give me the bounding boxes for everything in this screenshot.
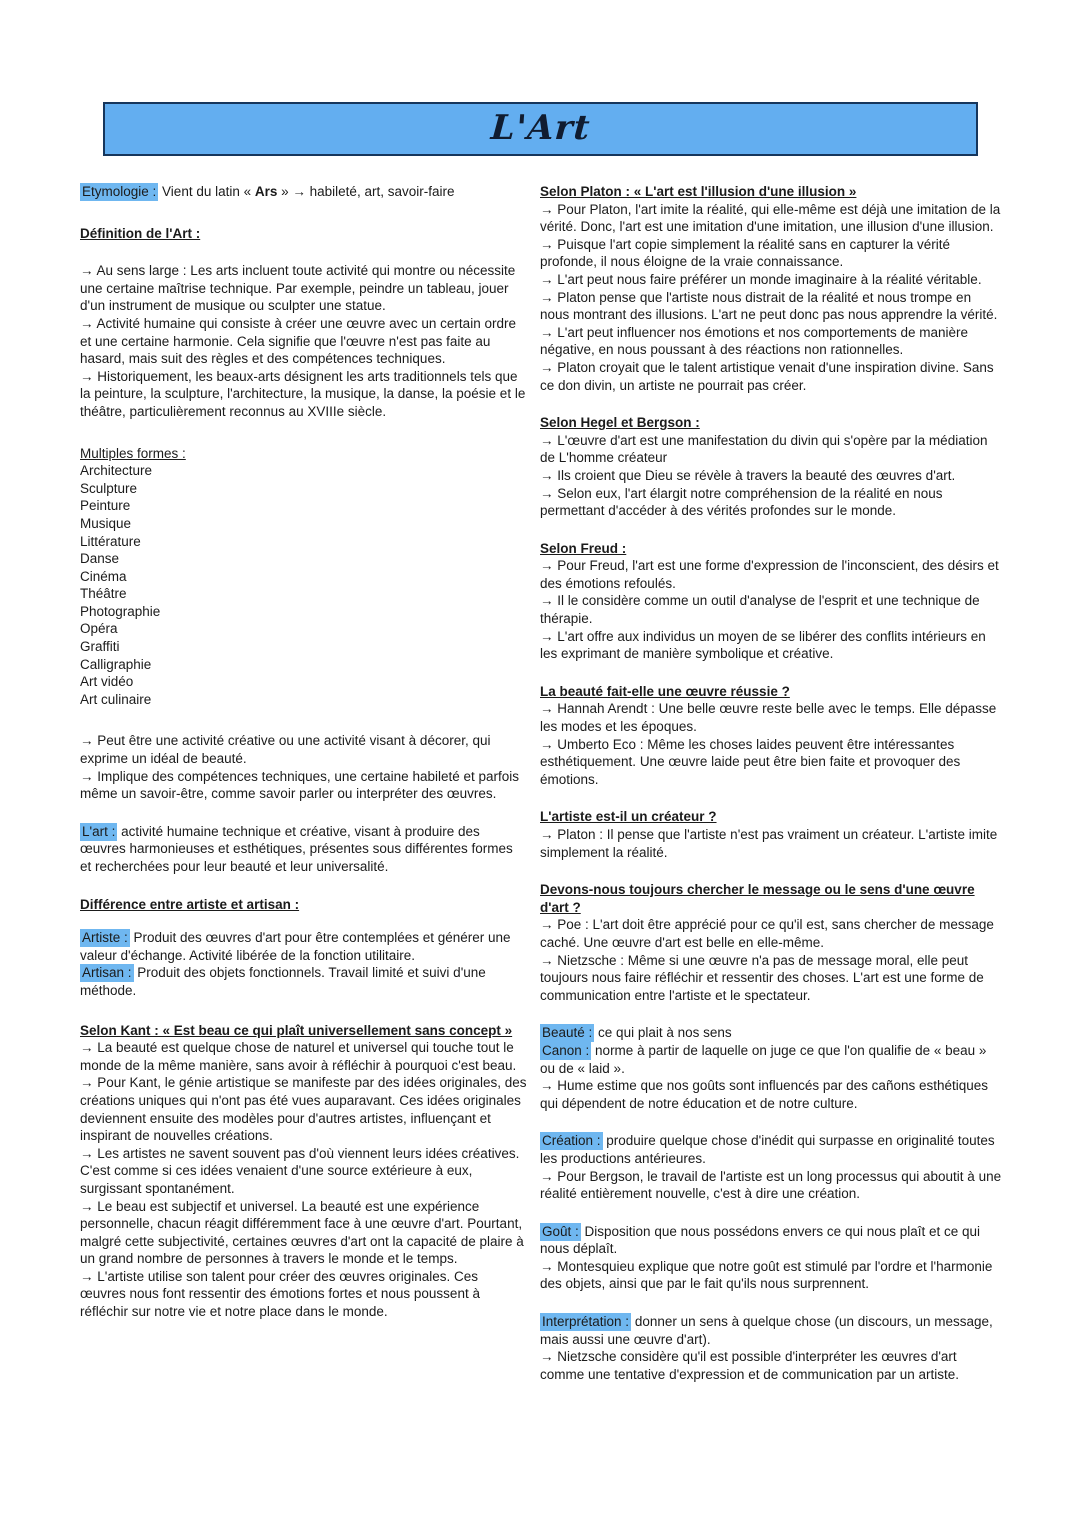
arrow-paragraph: → Pour Platon, l'art imite la réalité, qui elle-même est déjà une imitation de la vérité. Donc, l'art est une imitation d'une imitation, une illusion d'une illusion. [540, 201, 1001, 235]
definition-paragraph [540, 1132, 1002, 1167]
text-run: donner un sens à quelque chose (un discours, un message, mais aussi une œuvre d'art). [540, 1314, 993, 1347]
spacer [80, 242, 527, 262]
definition-paragraph [540, 1024, 1002, 1042]
plain-list [80, 462, 527, 708]
arrow-paragraph: → Puisque l'art copie simplement la réalité sans en capturer la vérité profonde, il nous éloigne de la vraie connaissance. [540, 236, 951, 270]
text-run: Vient du latin « [158, 184, 255, 199]
section-heading: Selon Kant : « Est beau ce qui plaît universellement sans concept » [80, 1022, 513, 1038]
arrow-paragraph: → Pour Bergson, le travail de l'artiste est un long processus qui aboutit à une réalité entièrement nouvelle, c'est à dire une création. [540, 1168, 1002, 1202]
arrow-paragraph: → Les artistes ne savent souvent pas d'où viennent leurs idées créatives. C'est comme si ces idées venaient d'une source extérieure à eux, surgissant spontanément. [80, 1145, 520, 1196]
list-item: Opéra [80, 621, 118, 637]
arrow-paragraph: → Le beau est subjectif et universel. La beauté est une expérience personnelle, chacun réagit différemment face à une œuvre d'art. Pourtant, malgré cette subjectivité, certaines œuvres d'art ont la capacité de plaire à un grand nombre de personnes à travers le monde et le temps. [80, 1198, 524, 1267]
arrow-paragraph: → Pour Kant, le génie artistique se manifeste par des idées originales, des créations uniques qui n'ont pas été vues auparavant. Ces idées originales deviennent ensuite des modèles pour d'autres artistes, influençant et inspirant de nouvelles créations. [80, 1075, 527, 1144]
text-run: Produit des œuvres d'art pour être contemplées et générer une valeur d'échange. Activité libérée de la fonction utilitaire. [80, 930, 511, 963]
spacer [540, 788, 1002, 808]
section-heading: L'artiste est-il un créateur ? [540, 809, 717, 825]
section-heading: Définition de l'Art : [80, 225, 201, 241]
list-heading: Multiples formes : [80, 445, 186, 461]
arrow-paragraph: → Montesquieu explique que notre goût est stimulé par l'ordre et l'harmonie des objets, ainsi que par le fait qu'ils nous surprennent. [540, 1258, 993, 1292]
section-heading: Selon Freud : [540, 540, 627, 556]
section-heading: Devons-nous toujours chercher le message ou le sens d'une œuvre d'art ? [540, 882, 975, 915]
arrow-paragraph: → Historiquement, les beaux-arts désignent les arts traditionnels tels que la peinture, la sculpture, l'architecture, la musique, la danse, la poésie et le théâtre, particulièrement reconnus au XVIIIe siècle. [80, 368, 526, 419]
list-item: Graffiti [80, 639, 120, 655]
text-run: activité humaine technique et créative, visant à produire des œuvres harmonieuses et esthétiques, présentes sous différentes formes et recherchées pour leur beauté et leur universalité. [80, 823, 513, 874]
highlighted-term: Canon : [542, 1042, 590, 1058]
arrow-paragraph: → Hume estime que nos goûts sont influencés par des cañons esthétiques qui dépendent de notre éducation et de notre culture. [540, 1078, 989, 1111]
left-column [80, 183, 527, 1321]
spacer [80, 201, 527, 225]
highlighted-term: Etymologie : [82, 184, 157, 199]
definition-paragraph [540, 1223, 1002, 1258]
arrow-paragraph: → Platon croyait que le talent artistique venait d'une inspiration divine. Sans ce don divin, un artiste ne pourrait pas créer. [540, 359, 994, 393]
arrow-paragraph: → Peut être une activité créative ou une activité visant à décorer, qui exprime un idéal de beauté. [80, 733, 491, 767]
spacer [540, 1004, 1002, 1024]
arrow-paragraph: → Platon : Il pense que l'artiste n'est pas vraiment un créateur. L'artiste imite simplement la réalité. [540, 827, 998, 860]
list-item: Sculpture [80, 480, 138, 496]
arrow-paragraph: → Au sens large : Les arts incluent toute activité qui montre ou nécessite une certaine maîtrise technique. Par exemple, peindre un tableau, jouer d'un instrument de musique ou sculpter une statue. [80, 263, 516, 314]
spacer [80, 876, 527, 896]
spacer [540, 394, 1002, 414]
list-item: Littérature [80, 533, 141, 549]
highlighted-term: Interprétation : [542, 1314, 630, 1330]
title-banner [103, 102, 978, 156]
text-run: ce qui plait à nos sens [594, 1025, 732, 1041]
section-heading: Selon Hegel et Bergson : [540, 415, 700, 431]
arrow-paragraph: → Umberto Eco : Même les choses laides peuvent être intéressantes esthétiquement. Une œuvre laide peut être bien faite et provoquer des émotions. [540, 736, 961, 787]
list-item: Architecture [80, 463, 153, 479]
highlighted-term: Artiste : [82, 930, 128, 946]
spacer [80, 1000, 527, 1022]
arrow-paragraph: → Hannah Arendt : Une belle œuvre reste belle avec le temps. Elle dépasse les modes et les époques. [540, 701, 997, 735]
bold-text: Ars [254, 184, 278, 199]
arrow-paragraph: → Nietzsche considère qu'il est possible d'interpréter les œuvres d'art comme une tentative d'expression et de communication par un artiste. [540, 1349, 960, 1382]
arrow-paragraph: → L'art peut influencer nos émotions et nos comportements de manière négative, en nous poussant à des réactions non rationnelles. [540, 324, 969, 358]
arrow-paragraph: → Il le considère comme un outil d'analyse de l'esprit et une technique de thérapie. [540, 593, 980, 627]
list-item: Art vidéo [80, 674, 134, 690]
arrow-paragraph: → Activité humaine qui consiste à créer une œuvre avec un certain ordre et une certaine harmonie. Cela signifie que l'œuvre n'est pas faite au hasard, mais suit des règles et des compétences techniques. [80, 315, 516, 367]
spacer [540, 1203, 1002, 1223]
highlighted-term: Goût : [542, 1223, 579, 1239]
text-run: » → habileté, art, savoir-faire [277, 184, 455, 199]
highlighted-term: Beauté : [542, 1025, 593, 1041]
list-item: Cinéma [80, 568, 127, 584]
section-heading: La beauté fait-elle une œuvre réussie ? [540, 683, 790, 699]
arrow-paragraph: → L'art peut nous faire préférer un monde imaginaire à la réalité véritable. [540, 271, 982, 287]
spacer [540, 861, 1002, 881]
definition-paragraph [80, 964, 527, 999]
page-title: L'Art [489, 108, 592, 149]
arrow-paragraph: → L'art offre aux individus un moyen de se libérer des conflits intérieurs en les exprimant de manière symbolique et créative. [540, 628, 986, 662]
list-item: Calligraphie [80, 656, 152, 672]
list-item: Danse [80, 551, 120, 567]
list-item: Théâtre [80, 586, 127, 602]
arrow-paragraph: → Selon eux, l'art élargit notre compréhension de la réalité en nous permettant d'accéder à des vérités profondes sur le monde. [540, 485, 943, 519]
arrow-paragraph: → L'artiste utilise son talent pour créer des œuvres originales. Ces œuvres nous font ressentir des émotions fortes et nous poussent à réfléchir sur notre vie et notre place dans le monde. [80, 1268, 480, 1320]
definition-paragraph [80, 929, 527, 964]
text-run: Produit des objets fonctionnels. Travail limité et suivi d'une méthode. [80, 965, 486, 998]
arrow-paragraph: → Poe : L'art doit être apprécié pour ce qu'il est, sans chercher de message caché. Une œuvre d'art est belle en elle-même. [540, 917, 994, 950]
arrow-paragraph: → Ils croient que Dieu se révèle à travers la beauté des œuvres d'art. [540, 467, 956, 483]
highlighted-term: L'art : [82, 823, 116, 839]
arrow-paragraph: → Pour Freud, l'art est une forme d'expression de l'inconscient, des désirs et des émotions refoulés. [540, 558, 999, 591]
spacer [80, 913, 527, 929]
highlighted-term: Création : [542, 1133, 601, 1149]
text-run: produire quelque chose d'inédit qui surpasse en originalité toutes les productions antérieures. [540, 1133, 995, 1166]
right-column [540, 183, 1002, 1383]
spacer [80, 803, 527, 823]
section-heading: Différence entre artiste et artisan : [80, 896, 300, 912]
list-item: Peinture [80, 498, 131, 514]
list-item: Art culinaire [80, 691, 152, 707]
definition-paragraph [540, 1042, 1002, 1077]
spacer [540, 663, 1002, 683]
definition-paragraph [80, 183, 527, 201]
spacer [540, 520, 1002, 540]
list-item: Musique [80, 515, 132, 531]
arrow-paragraph: → La beauté est quelque chose de naturel et universel qui touche tout le monde de la même manière, sans avoir à réfléchir à pourquoi c'est beau. [80, 1040, 517, 1073]
list-item: Photographie [80, 603, 161, 619]
spacer [540, 1293, 1002, 1313]
text-run: norme à partir de laquelle on juge ce que l'on qualifie de « beau » ou de « laid ». [540, 1042, 987, 1076]
highlighted-term: Artisan : [82, 965, 132, 981]
definition-paragraph [540, 1313, 1002, 1348]
spacer [540, 1112, 1002, 1132]
arrow-paragraph: → Nietzsche : Même si une œuvre n'a pas de message moral, elle peut toujours nous faire réfléchir et ressentir des choses. L'art est une forme de communication entre l'artiste et le spectateur. [540, 952, 984, 1003]
arrow-paragraph: → Implique des compétences techniques, une certaine habileté et parfois même un savoir-être, comme savoir parler ou interpréter des œuvres. [80, 768, 520, 802]
text-run: Disposition que nous possédons envers ce qui nous plaît et ce qui nous déplaît. [540, 1223, 981, 1257]
arrow-paragraph: → Platon pense que l'artiste nous distrait de la réalité et nous trompe en nous montrant des illusions. L'art ne peut donc pas nous apprendre la vérité. [540, 289, 998, 323]
section-heading: Selon Platon : « L'art est l'illusion d'une illusion » [540, 184, 857, 199]
arrow-paragraph: → L'œuvre d'art est une manifestation du divin qui s'opère par la médiation de L'homme créateur [540, 432, 988, 466]
spacer [80, 421, 527, 445]
spacer [80, 708, 527, 732]
definition-paragraph [80, 823, 527, 876]
